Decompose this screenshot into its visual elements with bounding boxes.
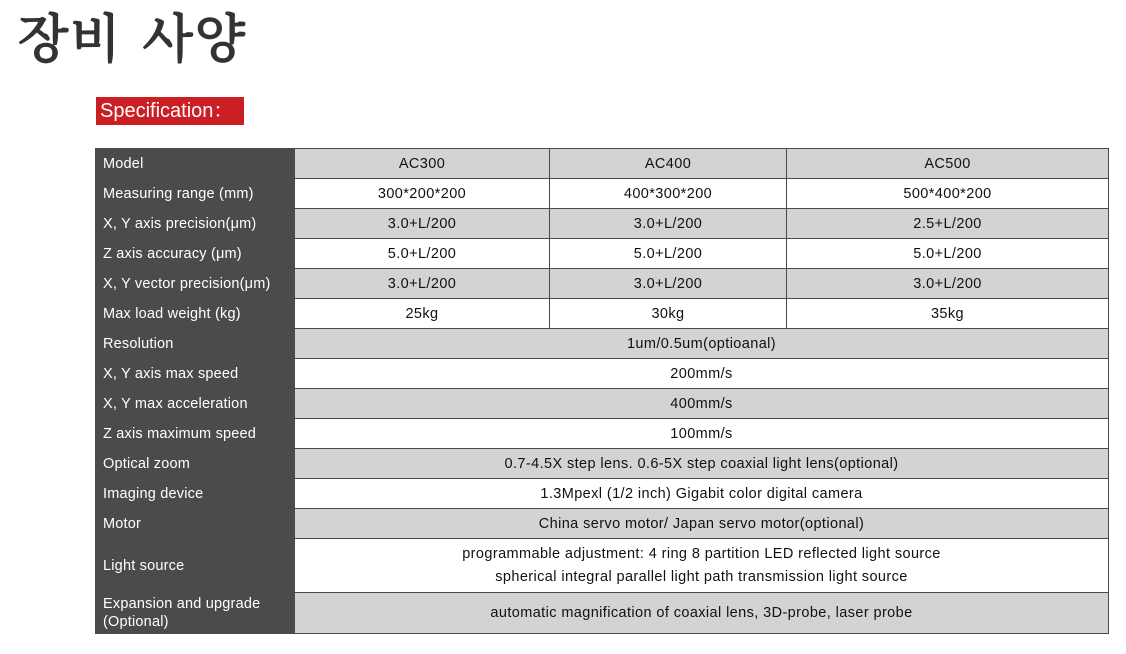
value-cell: 3.0+L/200 (550, 269, 787, 299)
table-row (96, 419, 1109, 449)
row-label: Z axis maximum speed (96, 419, 295, 449)
row-label: Motor (96, 509, 295, 539)
value-cell: 2.5+L/200 (787, 209, 1109, 239)
value-cell: 100mm/s (295, 419, 1109, 449)
value-cell: 30kg (550, 299, 787, 329)
value-cell: 3.0+L/200 (550, 209, 787, 239)
table-row (96, 593, 1109, 634)
row-label: Model (96, 149, 295, 179)
table-row (96, 239, 1109, 269)
row-label (96, 593, 295, 634)
value-cell: 1um/0.5um(optioanal) (295, 329, 1109, 359)
table-row (96, 509, 1109, 539)
table-row (96, 449, 1109, 479)
table-row (96, 209, 1109, 239)
expansion-label-line-1: Expansion and upgrade (103, 596, 261, 612)
table-row (96, 329, 1109, 359)
expansion-label-line-2: (Optional) (103, 614, 169, 630)
value-cell: 25kg (295, 299, 550, 329)
value-cell: 5.0+L/200 (550, 239, 787, 269)
table-row (96, 359, 1109, 389)
value-cell: 200mm/s (295, 359, 1109, 389)
value-cell: 3.0+L/200 (295, 209, 550, 239)
table-row (96, 299, 1109, 329)
value-cell: 3.0+L/200 (295, 269, 550, 299)
light-source-line-1: programmable adjustment: 4 ring 8 partition LED reflected light source (462, 545, 941, 562)
model-header-cell: AC500 (787, 149, 1109, 179)
value-cell: 3.0+L/200 (787, 269, 1109, 299)
table-row (96, 179, 1109, 209)
row-label: X, Y axis precision(μm) (96, 209, 295, 239)
value-cell: 1.3Mpexl (1/2 inch) Gigabit color digital camera (295, 479, 1109, 509)
light-source-line-2: spherical integral parallel light path transmission light source (495, 568, 908, 585)
table-row (96, 389, 1109, 419)
table-row (96, 539, 1109, 593)
value-cell: 5.0+L/200 (295, 239, 550, 269)
value-cell: 400mm/s (295, 389, 1109, 419)
row-label: Optical zoom (96, 449, 295, 479)
row-label: Resolution (96, 329, 295, 359)
row-label: Z axis accuracy (μm) (96, 239, 295, 269)
row-label: X, Y axis max speed (96, 359, 295, 389)
value-cell: 500*400*200 (787, 179, 1109, 209)
value-cell: 35kg (787, 299, 1109, 329)
row-label: Imaging device (96, 479, 295, 509)
page-title: 장비 사양 (18, 10, 248, 70)
model-header-cell: AC400 (550, 149, 787, 179)
value-cell: automatic magnification of coaxial lens, 3D-probe, laser probe (295, 593, 1109, 634)
row-label: X, Y max acceleration (96, 389, 295, 419)
row-label: Measuring range (mm) (96, 179, 295, 209)
specification-label: Specification： (96, 97, 244, 125)
spec-table (95, 148, 1109, 634)
model-header-cell: AC300 (295, 149, 550, 179)
row-label: X, Y vector precision(μm) (96, 269, 295, 299)
value-cell: China servo motor/ Japan servo motor(optional) (295, 509, 1109, 539)
row-label: Light source (96, 539, 295, 593)
table-row (96, 479, 1109, 509)
value-cell: 0.7-4.5X step lens. 0.6-5X step coaxial light lens(optional) (295, 449, 1109, 479)
table-row (96, 269, 1109, 299)
row-label: Max load weight (kg) (96, 299, 295, 329)
value-cell: 300*200*200 (295, 179, 550, 209)
value-cell (295, 539, 1109, 593)
table-row (96, 149, 1109, 179)
value-cell: 5.0+L/200 (787, 239, 1109, 269)
value-cell: 400*300*200 (550, 179, 787, 209)
